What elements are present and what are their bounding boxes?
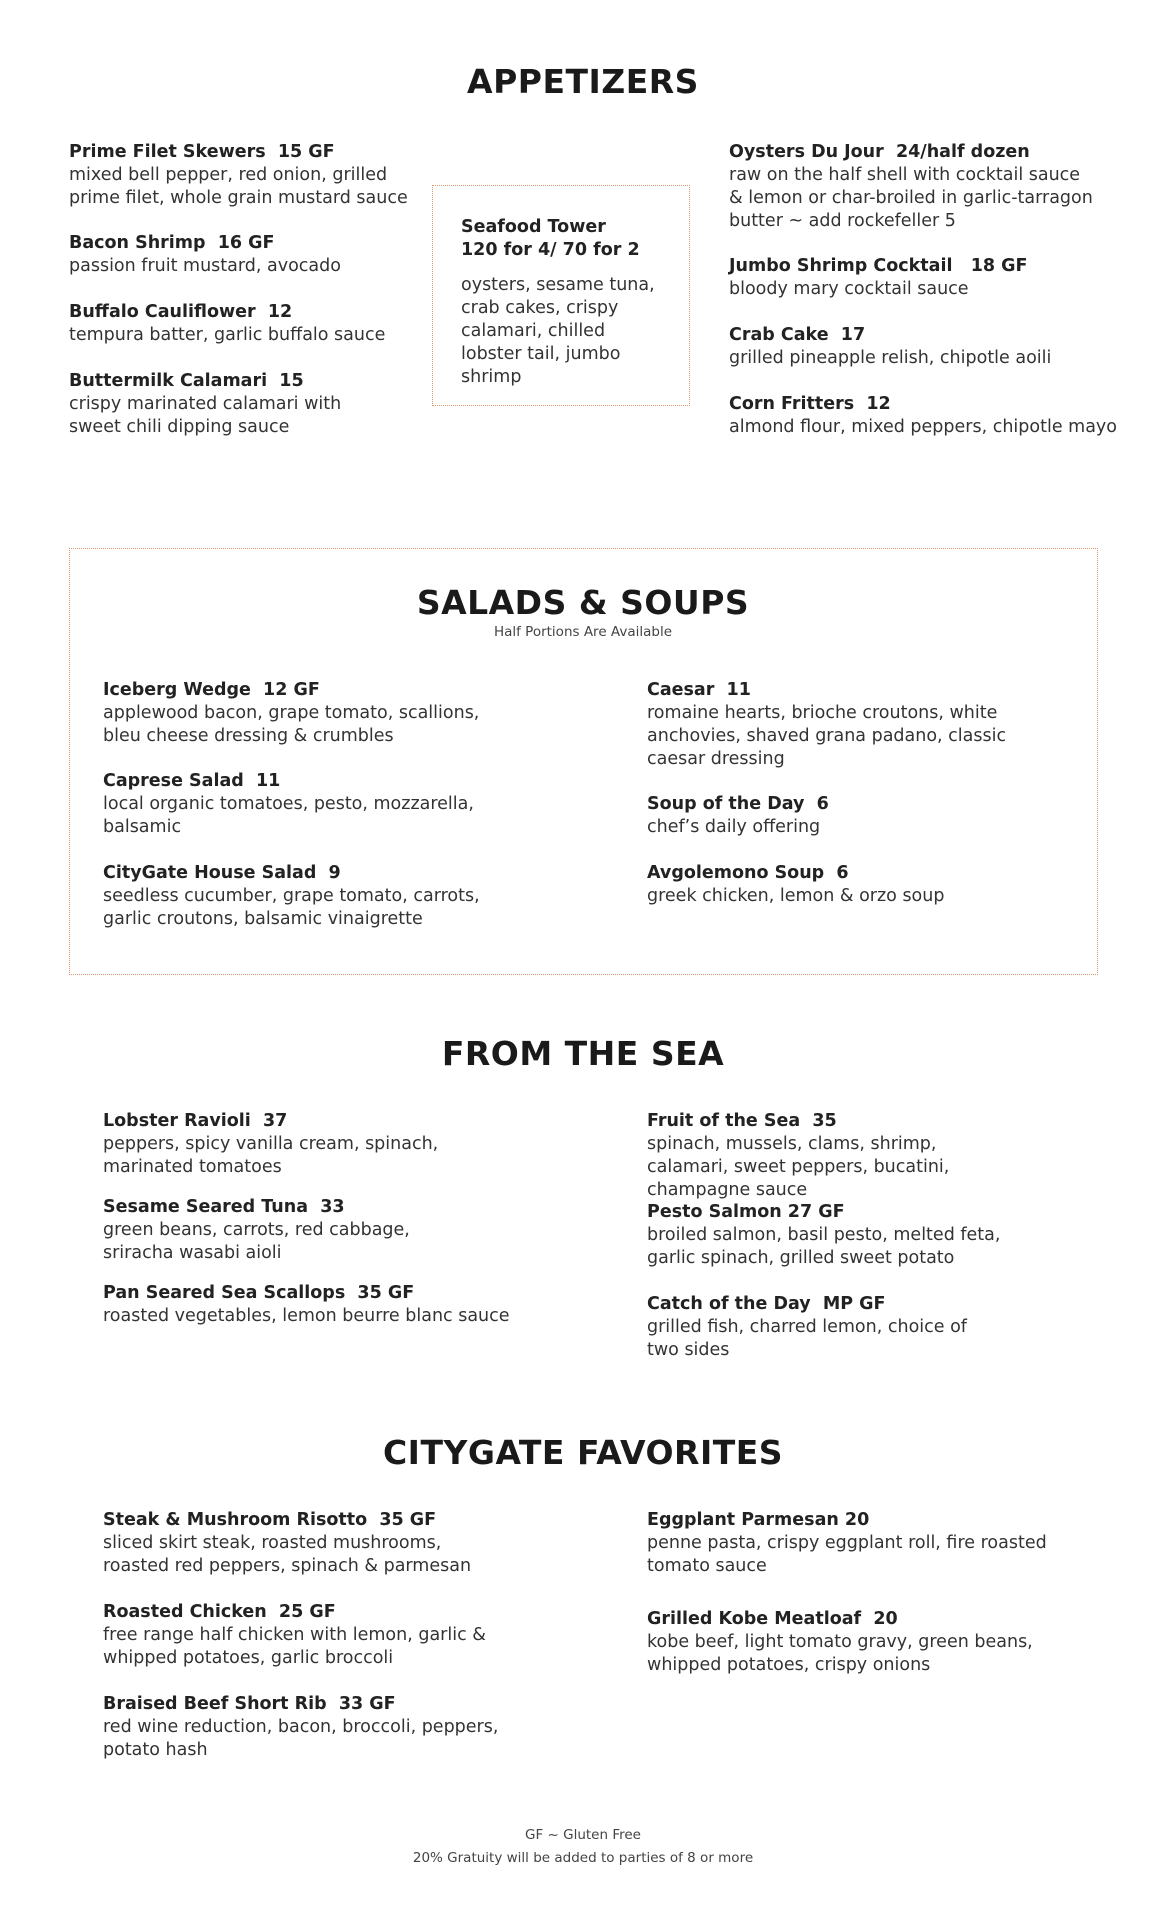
menu-item [729, 141, 1099, 233]
item-desc: green beans, carrots, red cabbage, sriracha wasabi aioli [103, 1220, 410, 1263]
menu-item [647, 1110, 1017, 1202]
item-desc: red wine reduction, bacon, broccoli, peppers, potato hash [103, 1717, 499, 1760]
menu-item [69, 370, 369, 439]
menu-item [103, 1693, 503, 1762]
item-desc: almond flour, mixed peppers, chipotle mayo [729, 417, 1117, 437]
menu-item [647, 862, 1012, 908]
item-name: Fruit of the Sea 35 [647, 1111, 837, 1131]
item-name: Catch of the Day MP GF [647, 1294, 886, 1314]
item-name: Crab Cake 17 [729, 325, 866, 345]
menu-item [647, 1509, 1047, 1578]
item-name: Lobster Ravioli 37 [103, 1111, 288, 1131]
item-desc: grilled fish, charred lemon, choice of two sides [647, 1317, 967, 1360]
menu-item [103, 1601, 503, 1670]
item-desc: raw on the half shell with cocktail sauce & lemon or char-broiled in garlic-tarragon butter ~ add rockefeller 5 [729, 165, 1093, 231]
menu-item [729, 393, 1149, 439]
favorites-title: CITYGATE FAVORITES [382, 1433, 784, 1472]
item-desc: mixed bell pepper, red onion, grilled prime filet, whole grain mustard sauce [69, 165, 408, 208]
item-desc: bloody mary cocktail sauce [729, 279, 969, 299]
item-name: Prime Filet Skewers 15 GF [69, 142, 335, 162]
menu-item [103, 1282, 543, 1328]
item-desc: free range half chicken with lemon, garlic & whipped potatoes, garlic broccoli [103, 1625, 486, 1668]
item-desc: penne pasta, crispy eggplant roll, fire roasted tomato sauce [647, 1533, 1047, 1576]
item-desc: grilled pineapple relish, chipotle aoili [729, 348, 1052, 368]
item-name: Eggplant Parmesan 20 [647, 1510, 870, 1530]
item-name: Bacon Shrimp 16 GF [69, 233, 275, 253]
item-desc: crispy marinated calamari with sweet chili dipping sauce [69, 394, 342, 437]
item-desc: seedless cucumber, grape tomato, carrots, garlic croutons, balsamic vinaigrette [103, 886, 480, 929]
item-name: Pan Seared Sea Scallops 35 GF [103, 1283, 415, 1303]
menu-item [103, 1110, 443, 1179]
item-desc: oysters, sesame tuna, crab cakes, crispy calamari, chilled lobster tail, jumbo shrimp [461, 275, 655, 387]
item-desc: roasted vegetables, lemon beurre blanc sauce [103, 1306, 510, 1326]
item-desc: tempura batter, garlic buffalo sauce [69, 325, 386, 345]
item-name: Soup of the Day 6 [647, 794, 829, 814]
sea-title: FROM THE SEA [441, 1034, 725, 1073]
appetizers-title: APPETIZERS [467, 62, 699, 101]
gratuity-note: 20% Gratuity will be added to parties of 8 or more [412, 1850, 754, 1866]
item-name: Caprese Salad 11 [103, 771, 281, 791]
item-name: Steak & Mushroom Risotto 35 GF [103, 1510, 437, 1530]
item-desc: greek chicken, lemon & orzo soup [647, 886, 945, 906]
menu-item [647, 1293, 977, 1362]
menu-item [69, 141, 409, 210]
item-desc: local organic tomatoes, pesto, mozzarella, balsamic [103, 794, 474, 837]
item-desc: passion fruit mustard, avocado [69, 256, 341, 276]
menu-item [729, 324, 1099, 370]
menu-item [647, 793, 1012, 839]
item-desc: sliced skirt steak, roasted mushrooms, roasted red peppers, spinach & parmesan [103, 1533, 472, 1576]
item-name: Roasted Chicken 25 GF [103, 1602, 336, 1622]
item-name: Iceberg Wedge 12 GF [103, 680, 320, 700]
menu-item [103, 1196, 473, 1265]
menu-item [729, 255, 1099, 301]
item-name: Oysters Du Jour 24/half dozen [729, 142, 1030, 162]
menu-item [647, 1608, 1047, 1677]
item-name: Buttermilk Calamari 15 [69, 371, 304, 391]
item-name: CityGate House Salad 9 [103, 863, 341, 883]
item-name: Sesame Seared Tuna 33 [103, 1197, 345, 1217]
item-name: Jumbo Shrimp Cocktail 18 GF [729, 256, 1028, 276]
item-desc: applewood bacon, grape tomato, scallions, bleu cheese dressing & crumbles [103, 703, 480, 746]
salads-subtitle: Half Portions Are Available [493, 624, 673, 640]
item-name: Grilled Kobe Meatloaf 20 [647, 1609, 898, 1629]
menu-item [647, 679, 1012, 771]
menu-item [103, 770, 483, 839]
item-name: Buffalo Cauliflower 12 [69, 302, 293, 322]
item-desc: romaine hearts, brioche croutons, white anchovies, shaved grana padano, classic caesar dressing [647, 703, 1007, 769]
salads-title: SALADS & SOUPS [416, 583, 750, 622]
menu-item [647, 1201, 1017, 1270]
menu-item [103, 679, 483, 748]
seafood-tower-item [461, 216, 666, 389]
item-desc: kobe beef, light tomato gravy, green beans, whipped potatoes, crispy onions [647, 1632, 1033, 1675]
menu-item [103, 1509, 503, 1578]
item-price: 120 for 4/ 70 for 2 [461, 240, 640, 260]
menu-item [103, 862, 483, 931]
item-name: Corn Fritters 12 [729, 394, 891, 414]
item-desc: spinach, mussels, clams, shrimp, calamari, sweet peppers, bucatini, champagne sauce [647, 1134, 950, 1200]
item-desc: chef’s daily offering [647, 817, 821, 837]
item-desc: broiled salmon, basil pesto, melted feta, garlic spinach, grilled sweet potato [647, 1225, 1001, 1268]
menu-item [69, 232, 409, 278]
item-name: Caesar 11 [647, 680, 751, 700]
item-name: Avgolemono Soup 6 [647, 863, 849, 883]
item-name: Pesto Salmon 27 GF [647, 1202, 845, 1222]
menu-item [69, 301, 409, 347]
item-name: Seafood Tower [461, 217, 606, 237]
item-desc: peppers, spicy vanilla cream, spinach, marinated tomatoes [103, 1134, 439, 1177]
item-name: Braised Beef Short Rib 33 GF [103, 1694, 396, 1714]
gf-note: GF ~ Gluten Free [525, 1827, 641, 1843]
